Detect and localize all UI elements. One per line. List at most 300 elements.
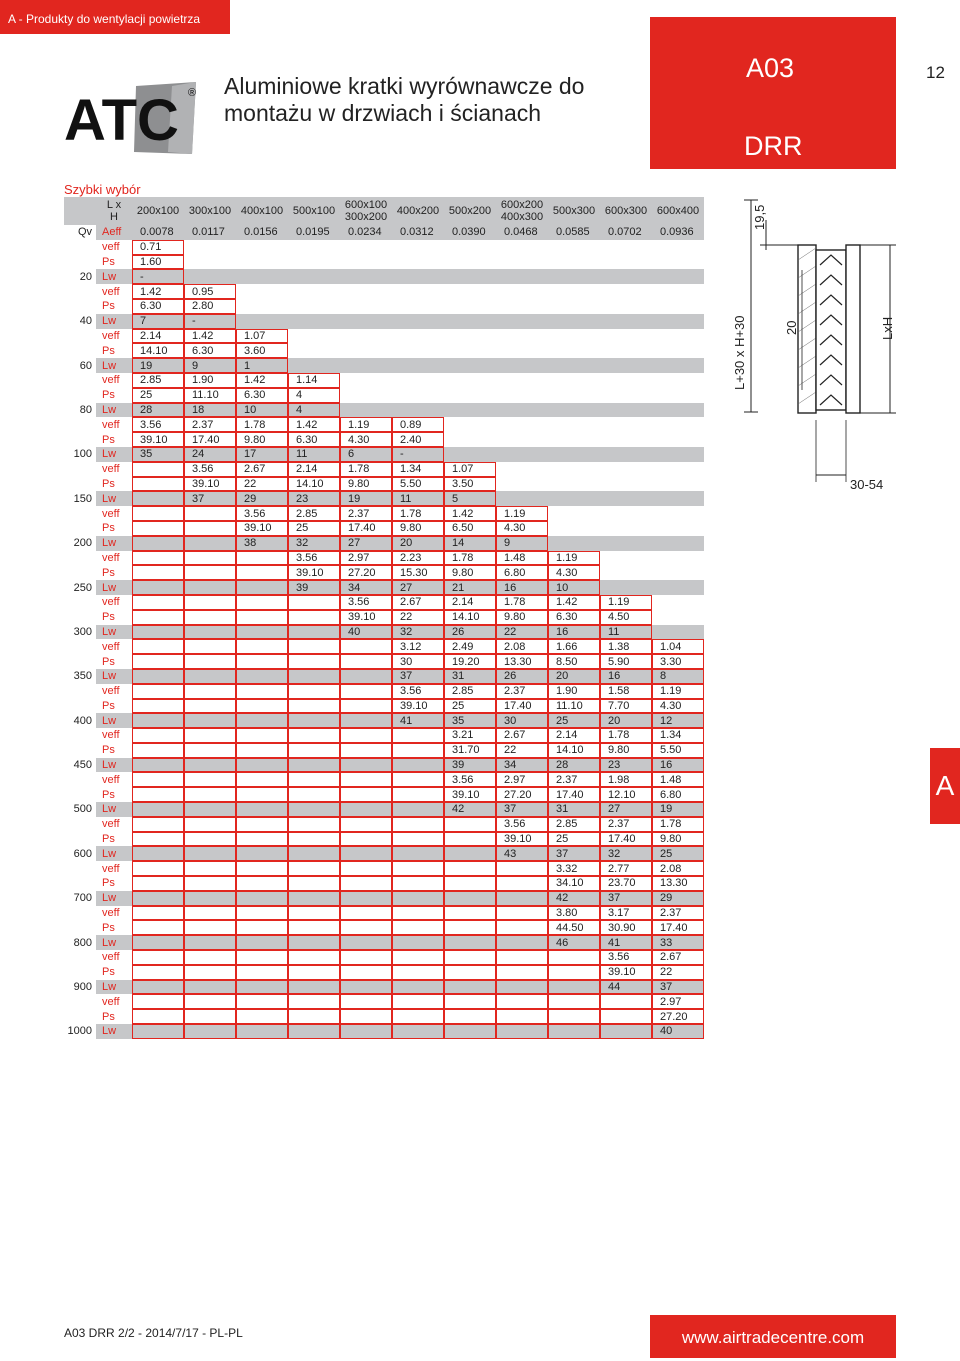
empty-cell — [392, 861, 444, 876]
cell-veff: 1.19 — [600, 595, 652, 610]
param-label: Lw — [96, 580, 132, 595]
empty-cell — [392, 950, 444, 965]
cell-veff: 1.07 — [444, 462, 496, 477]
dimension-drawing — [720, 190, 940, 500]
cell-lw: 46 — [548, 935, 600, 950]
param-label: veff — [102, 951, 120, 964]
empty-cell — [392, 314, 444, 329]
cell-ps: 25 — [548, 832, 600, 847]
qv-empty — [64, 521, 96, 536]
empty-cell — [340, 699, 392, 714]
cell-ps: 5.50 — [652, 743, 704, 758]
param-label: Lw — [96, 713, 132, 728]
cell-lw: 42 — [548, 891, 600, 906]
empty-cell — [236, 299, 288, 314]
param-label: Ps — [102, 477, 115, 490]
empty-cell — [652, 314, 704, 329]
row-veff — [64, 595, 704, 610]
row-ps — [64, 477, 704, 492]
empty-cell — [444, 284, 496, 299]
cell-lw: 26 — [444, 625, 496, 640]
empty-cell — [496, 965, 548, 980]
empty-cell — [548, 965, 600, 980]
empty-cell — [600, 1024, 652, 1039]
cell-lw: 20 — [392, 536, 444, 551]
param-label: Lw — [96, 403, 132, 418]
empty-cell — [236, 935, 288, 950]
empty-cell — [236, 610, 288, 625]
empty-cell — [132, 462, 184, 477]
cell-ps: 22 — [392, 610, 444, 625]
empty-cell — [184, 639, 236, 654]
cell-ps: 39.10 — [340, 610, 392, 625]
empty-cell — [496, 876, 548, 891]
row-ps — [64, 1009, 704, 1024]
param-label: Lw — [96, 758, 132, 773]
empty-cell — [444, 255, 496, 270]
row-lw — [64, 269, 704, 284]
empty-cell — [548, 536, 600, 551]
cell-veff: 2.37 — [496, 684, 548, 699]
qv-value: 80 — [64, 403, 96, 418]
empty-cell — [548, 980, 600, 995]
empty-cell — [652, 299, 704, 314]
cell-ps: 3.30 — [652, 654, 704, 669]
empty-cell — [652, 284, 704, 299]
empty-cell — [236, 1009, 288, 1024]
empty-cell — [132, 625, 184, 640]
empty-cell — [288, 802, 340, 817]
empty-cell — [236, 625, 288, 640]
empty-cell — [496, 935, 548, 950]
empty-cell — [496, 284, 548, 299]
empty-cell — [444, 846, 496, 861]
row-ps — [64, 876, 704, 891]
empty-cell — [548, 358, 600, 373]
qv-empty — [64, 772, 96, 787]
row-ps — [64, 432, 704, 447]
param-label: veff — [102, 374, 120, 387]
param-label: Lw — [96, 314, 132, 329]
qv-value: 350 — [64, 669, 96, 684]
cell-ps: 23.70 — [600, 876, 652, 891]
empty-cell — [184, 772, 236, 787]
empty-cell — [392, 373, 444, 388]
empty-cell — [548, 994, 600, 1009]
column-header-line: 600x400 — [656, 205, 700, 217]
cell-lw: 27 — [600, 802, 652, 817]
atc-logo — [64, 78, 224, 158]
column-header-line: 300x100 — [188, 205, 232, 217]
cell-ps: 9.80 — [340, 477, 392, 492]
empty-cell — [496, 994, 548, 1009]
aeff-row — [64, 225, 704, 240]
empty-cell — [184, 861, 236, 876]
cell-lw: 18 — [184, 403, 236, 418]
cell-ps: 14.10 — [132, 343, 184, 358]
column-header — [652, 197, 704, 225]
column-header-line: 600x200 — [500, 199, 544, 211]
cell-lw: 14 — [444, 536, 496, 551]
empty-cell — [236, 772, 288, 787]
cell-ps: 9.80 — [392, 521, 444, 536]
qv-empty — [64, 551, 96, 566]
empty-cell — [600, 477, 652, 492]
empty-cell — [132, 906, 184, 921]
empty-cell — [184, 625, 236, 640]
empty-cell — [236, 920, 288, 935]
qv-empty — [64, 240, 96, 255]
param-label: Ps — [102, 433, 115, 446]
cell-veff: 2.08 — [652, 861, 704, 876]
empty-cell — [548, 950, 600, 965]
qv-value: 200 — [64, 536, 96, 551]
empty-cell — [340, 935, 392, 950]
qv-empty — [64, 255, 96, 270]
cell-ps: 25 — [288, 521, 340, 536]
param-label: Lw — [96, 980, 132, 995]
empty-cell — [600, 551, 652, 566]
cell-lw: 29 — [236, 491, 288, 506]
empty-cell — [652, 521, 704, 536]
empty-cell — [184, 684, 236, 699]
empty-cell — [340, 950, 392, 965]
cell-veff: 0.89 — [392, 417, 444, 432]
qv-empty — [64, 388, 96, 403]
empty-cell — [652, 477, 704, 492]
cell-ps: 22 — [496, 743, 548, 758]
qv-empty — [64, 920, 96, 935]
empty-cell — [288, 1009, 340, 1024]
param-label: Ps — [102, 522, 115, 535]
param-label: veff — [102, 285, 120, 298]
cell-veff: 3.32 — [548, 861, 600, 876]
top-dim-label: 19,5 — [752, 204, 767, 230]
qv-empty — [64, 994, 96, 1009]
quick-select-table — [64, 197, 704, 1039]
empty-cell — [340, 299, 392, 314]
param-label: veff — [102, 329, 120, 342]
empty-cell — [392, 240, 444, 255]
empty-cell — [288, 728, 340, 743]
empty-cell — [184, 950, 236, 965]
cell-veff: 1.14 — [288, 373, 340, 388]
param-label: veff — [102, 596, 120, 609]
cell-veff: 1.98 — [600, 772, 652, 787]
page-title — [224, 73, 584, 127]
empty-cell — [444, 373, 496, 388]
empty-cell — [288, 980, 340, 995]
footer-reference: A03 DRR 2/2 - 2014/7/17 - PL-PL — [64, 1326, 243, 1340]
cell-lw: 34 — [340, 580, 392, 595]
row-ps — [64, 699, 704, 714]
cell-ps: 27.20 — [340, 565, 392, 580]
empty-cell — [444, 403, 496, 418]
empty-cell — [236, 832, 288, 847]
qv-empty — [64, 817, 96, 832]
empty-cell — [600, 432, 652, 447]
empty-cell — [132, 994, 184, 1009]
cell-veff: 1.19 — [340, 417, 392, 432]
aeff-value: 0.0234 — [340, 225, 392, 240]
qv-empty — [64, 861, 96, 876]
row-lw — [64, 935, 704, 950]
column-header-line: 500x100 — [292, 205, 336, 217]
param-label: Ps — [102, 300, 115, 313]
cell-lw: 43 — [496, 846, 548, 861]
row-lw — [64, 980, 704, 995]
qv-empty — [64, 299, 96, 314]
empty-cell — [652, 565, 704, 580]
empty-cell — [288, 920, 340, 935]
footer-website[interactable]: www.airtradecentre.com — [650, 1315, 896, 1358]
row-veff — [64, 417, 704, 432]
cell-lw: 16 — [548, 625, 600, 640]
empty-cell — [184, 565, 236, 580]
cell-lw: 23 — [600, 758, 652, 773]
param-label: veff — [102, 685, 120, 698]
empty-cell — [340, 654, 392, 669]
cell-ps: 27.20 — [496, 787, 548, 802]
cell-ps: 31.70 — [444, 743, 496, 758]
depth-dim-label: 30-54 — [850, 477, 884, 492]
cell-veff: 1.42 — [184, 329, 236, 344]
cell-veff: 1.42 — [548, 595, 600, 610]
empty-cell — [392, 920, 444, 935]
row-ps — [64, 299, 704, 314]
qv-empty — [64, 462, 96, 477]
logo-registered: ® — [188, 87, 197, 99]
cell-lw: 29 — [652, 891, 704, 906]
cell-lw: 1 — [236, 358, 288, 373]
empty-cell — [184, 521, 236, 536]
cell-lw: 20 — [548, 669, 600, 684]
cell-lw: 9 — [184, 358, 236, 373]
qv-empty — [64, 787, 96, 802]
row-veff — [64, 728, 704, 743]
cell-veff: 3.17 — [600, 906, 652, 921]
cell-veff: 1.66 — [548, 639, 600, 654]
empty-cell — [600, 269, 652, 284]
empty-cell — [392, 343, 444, 358]
empty-cell — [184, 269, 236, 284]
cell-ps: 14.10 — [288, 477, 340, 492]
cell-lw: 35 — [132, 447, 184, 462]
empty-cell — [236, 654, 288, 669]
empty-cell — [392, 980, 444, 995]
aeff-value: 0.0195 — [288, 225, 340, 240]
empty-cell — [236, 284, 288, 299]
cell-ps: 4.50 — [600, 610, 652, 625]
empty-cell — [236, 950, 288, 965]
empty-cell — [288, 935, 340, 950]
empty-cell — [288, 1024, 340, 1039]
empty-cell — [392, 935, 444, 950]
empty-cell — [496, 343, 548, 358]
empty-cell — [444, 447, 496, 462]
cell-ps: 17.40 — [184, 432, 236, 447]
row-ps — [64, 787, 704, 802]
empty-cell — [132, 536, 184, 551]
product-name: DRR — [744, 131, 803, 161]
cell-lw: 32 — [600, 846, 652, 861]
cell-lw: 41 — [600, 935, 652, 950]
cell-ps: 39.10 — [444, 787, 496, 802]
empty-cell — [444, 358, 496, 373]
cell-lw: 9 — [496, 536, 548, 551]
cell-ps: 39.10 — [236, 521, 288, 536]
aeff-value: 0.0936 — [652, 225, 704, 240]
aeff-value: 0.0702 — [600, 225, 652, 240]
empty-cell — [496, 491, 548, 506]
row-lw — [64, 403, 704, 418]
cell-ps: 3.50 — [444, 477, 496, 492]
empty-cell — [132, 477, 184, 492]
param-label: Lw — [96, 269, 132, 284]
cell-ps: 4.30 — [548, 565, 600, 580]
cell-ps: 9.80 — [236, 432, 288, 447]
cell-ps: 25 — [132, 388, 184, 403]
cell-veff: 2.85 — [548, 817, 600, 832]
row-ps — [64, 388, 704, 403]
empty-cell — [548, 343, 600, 358]
empty-cell — [392, 802, 444, 817]
cell-lw: 19 — [340, 491, 392, 506]
logo-text: ATC — [64, 88, 179, 153]
cell-veff: 3.12 — [392, 639, 444, 654]
param-label: Lw — [96, 802, 132, 817]
empty-cell — [496, 1024, 548, 1039]
empty-cell — [548, 240, 600, 255]
empty-cell — [184, 832, 236, 847]
qv-empty — [64, 432, 96, 447]
cell-lw: 5 — [444, 491, 496, 506]
corner-line: L x — [106, 199, 122, 211]
cell-veff: 2.97 — [340, 551, 392, 566]
empty-cell — [236, 728, 288, 743]
cell-lw: 32 — [288, 536, 340, 551]
empty-cell — [340, 669, 392, 684]
cell-ps: 2.80 — [184, 299, 236, 314]
cell-veff: 2.85 — [444, 684, 496, 699]
row-ps — [64, 920, 704, 935]
empty-cell — [132, 891, 184, 906]
empty-cell — [288, 817, 340, 832]
empty-cell — [548, 373, 600, 388]
cell-lw: 21 — [444, 580, 496, 595]
empty-cell — [652, 240, 704, 255]
empty-cell — [444, 343, 496, 358]
empty-cell — [392, 1009, 444, 1024]
empty-cell — [600, 994, 652, 1009]
empty-cell — [340, 817, 392, 832]
empty-cell — [496, 891, 548, 906]
row-lw — [64, 314, 704, 329]
cell-lw: 8 — [652, 669, 704, 684]
empty-cell — [340, 743, 392, 758]
row-veff — [64, 639, 704, 654]
empty-cell — [548, 462, 600, 477]
empty-cell — [496, 240, 548, 255]
column-header-line: 500x200 — [448, 205, 492, 217]
cell-veff: 3.56 — [392, 684, 444, 699]
qv-value: 300 — [64, 625, 96, 640]
qv-value: 900 — [64, 980, 96, 995]
empty-cell — [132, 758, 184, 773]
empty-cell — [236, 994, 288, 1009]
cell-veff: 1.42 — [444, 506, 496, 521]
qv-value: 400 — [64, 713, 96, 728]
empty-cell — [132, 728, 184, 743]
empty-cell — [392, 299, 444, 314]
qv-empty — [64, 1009, 96, 1024]
empty-cell — [236, 255, 288, 270]
empty-cell — [340, 994, 392, 1009]
table-header-row — [64, 197, 704, 225]
param-label: Ps — [102, 1010, 115, 1023]
cell-veff: 2.85 — [132, 373, 184, 388]
cell-lw: 16 — [496, 580, 548, 595]
aeff-value: 0.0117 — [184, 225, 236, 240]
header-qv-cell — [64, 197, 96, 225]
cell-veff: 1.04 — [652, 639, 704, 654]
empty-cell — [236, 846, 288, 861]
cell-lw: 11 — [600, 625, 652, 640]
empty-cell — [340, 284, 392, 299]
empty-cell — [392, 891, 444, 906]
qv-empty — [64, 699, 96, 714]
empty-cell — [288, 713, 340, 728]
empty-cell — [132, 699, 184, 714]
cell-veff: 2.14 — [444, 595, 496, 610]
param-label: Ps — [102, 921, 115, 934]
empty-cell — [132, 595, 184, 610]
empty-cell — [132, 639, 184, 654]
param-label: veff — [102, 418, 120, 431]
cell-ps: 8.50 — [548, 654, 600, 669]
empty-cell — [288, 269, 340, 284]
empty-cell — [132, 1024, 184, 1039]
cell-veff: 2.97 — [496, 772, 548, 787]
row-veff — [64, 861, 704, 876]
qv-empty — [64, 950, 96, 965]
empty-cell — [184, 240, 236, 255]
empty-cell — [444, 240, 496, 255]
qv-value: 600 — [64, 846, 96, 861]
cell-veff: 2.37 — [548, 772, 600, 787]
cell-lw: 4 — [288, 403, 340, 418]
cell-ps: 34.10 — [548, 876, 600, 891]
qv-value: 40 — [64, 314, 96, 329]
column-header-line: 300x200 — [344, 211, 388, 223]
empty-cell — [652, 610, 704, 625]
aeff-value: 0.0078 — [132, 225, 184, 240]
empty-cell — [184, 876, 236, 891]
empty-cell — [652, 447, 704, 462]
empty-cell — [184, 787, 236, 802]
empty-cell — [288, 314, 340, 329]
empty-cell — [444, 920, 496, 935]
empty-cell — [236, 743, 288, 758]
empty-cell — [392, 832, 444, 847]
column-header-line: 400x200 — [396, 205, 440, 217]
empty-cell — [548, 1009, 600, 1024]
cell-lw: 34 — [496, 758, 548, 773]
cell-ps: 6.80 — [652, 787, 704, 802]
row-lw — [64, 536, 704, 551]
cell-lw: 17 — [236, 447, 288, 462]
row-veff — [64, 684, 704, 699]
